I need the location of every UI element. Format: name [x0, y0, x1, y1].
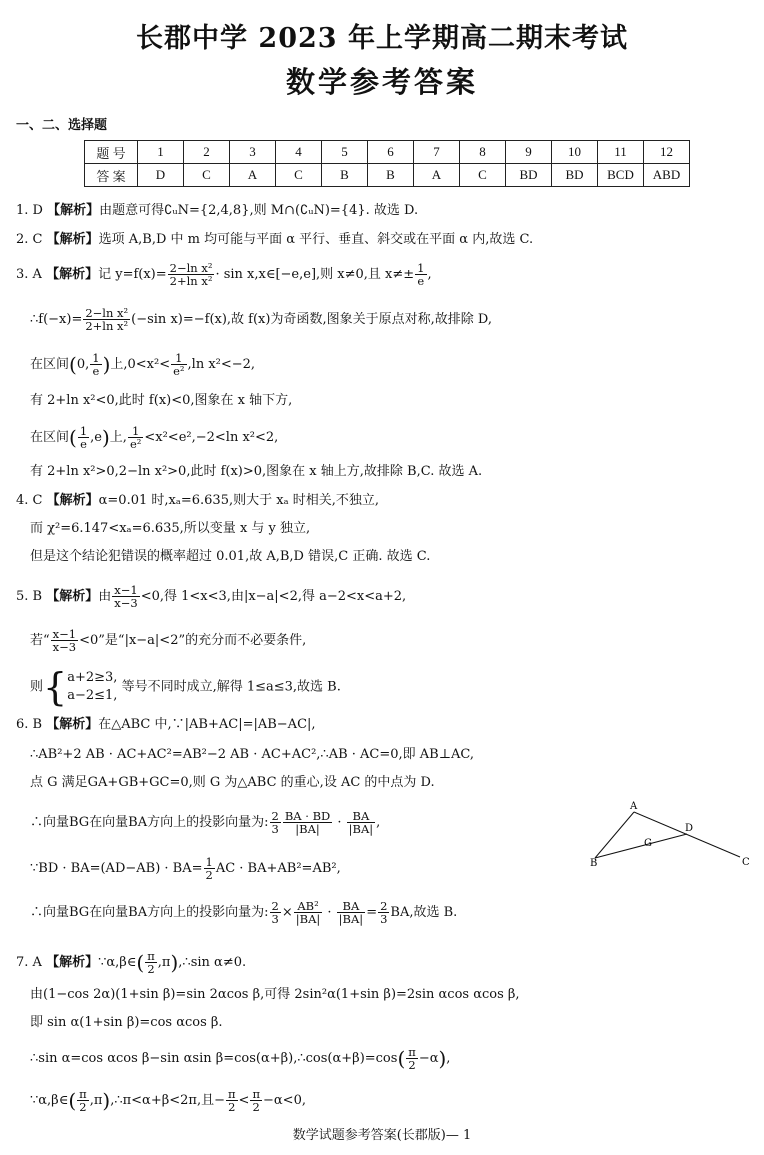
exam-subtitle: 数学参考答案: [285, 65, 478, 99]
numerator: 2−ln x²: [85, 306, 129, 320]
q6-text: =: [366, 905, 378, 920]
numerator: π: [227, 1087, 236, 1101]
table-cell: 1: [138, 141, 184, 164]
q7-line-1: [16, 950, 246, 975]
denominator: 2+ln x²: [85, 319, 129, 333]
condition: a+2≥3,: [67, 670, 118, 685]
q7-number: 7. A: [16, 955, 42, 970]
numerator: 1: [417, 261, 425, 275]
segment-bd: [595, 834, 687, 858]
table-row: [85, 164, 690, 187]
numerator: AB²: [294, 900, 323, 913]
q5-text: <0,得 1<x<3,由|x−a|<2,得 a−2<x<a+2,: [140, 589, 407, 604]
table-cell: D: [138, 164, 184, 187]
fraction: [283, 810, 332, 835]
denominator: 2+ln x²: [169, 274, 213, 288]
numerator: x−1: [114, 583, 138, 597]
q6-text: 在△ABC 中,∵|AB+AC|=|AB−AC|,: [98, 717, 316, 732]
denominator: x−3: [114, 596, 138, 610]
denominator: e: [417, 274, 425, 288]
q6-text: ×: [281, 905, 293, 920]
table-cell: BD: [506, 164, 552, 187]
q6-tag: 【解析】: [46, 717, 99, 732]
q7-text: ,π: [89, 1093, 103, 1108]
q5-line-2: [30, 628, 306, 653]
brace: {: [43, 665, 68, 709]
table-cell: ABD: [644, 164, 690, 187]
numerator: π: [252, 1087, 260, 1101]
q6-line-4: ∴向量BG在向量BA方向上的投影向量为: $\frac{2}{3}$ $\frac{BA \cdot BD}{|BA|}$ · $\frac{BA}{|BA|}$ ,: [30, 809, 381, 836]
q1-number: 1. D: [16, 203, 43, 218]
q6-line-5: [30, 856, 341, 881]
table-row: [85, 141, 690, 164]
fraction: [171, 352, 186, 377]
triangle-figure: [590, 800, 760, 875]
q7-text: ,∴sin α≠0.: [178, 955, 247, 970]
fraction: [90, 352, 101, 377]
numerator: π: [408, 1045, 416, 1059]
denominator: 3: [271, 822, 279, 836]
paren: (: [397, 1046, 406, 1071]
denominator: e²: [173, 364, 185, 378]
table-head-answer: 答 案: [85, 164, 138, 187]
q7-text: ,π: [157, 955, 171, 970]
table-cell: BCD: [598, 164, 644, 187]
q3-text: 在区间: [30, 357, 70, 372]
table-cell: 8: [460, 141, 506, 164]
q7-text: ∵α,β∈: [30, 1093, 69, 1108]
q3-text: ∴f(−x)=: [30, 312, 83, 327]
q6-line-6: ∴向量BG在向量BA方向上的投影向量为: $\frac{2}{3}$ × $\frac{\text{AB²}}{|BA|}$ · $\frac{BA}{|BA|}$ = $\frac{2}{3}$ BA,故选 B.: [30, 899, 458, 926]
numerator: 2: [380, 899, 388, 913]
q3-number: 3. A: [16, 267, 42, 282]
fraction: [168, 262, 215, 287]
fraction: [337, 900, 366, 925]
table-cell: 12: [644, 141, 690, 164]
denominator: 2: [408, 1058, 416, 1072]
q6-text: ∴向量BG在向量BA方向上的投影向量为:: [30, 815, 269, 830]
fraction: [406, 1046, 418, 1071]
denominator: e: [92, 364, 100, 378]
numerator: 1: [205, 855, 213, 869]
denominator: e: [80, 437, 87, 451]
q5-line-1: [16, 584, 406, 609]
table-cell: 7: [414, 141, 460, 164]
fraction: [77, 1088, 89, 1113]
numerator: π: [79, 1087, 87, 1101]
fraction: [145, 950, 157, 975]
point-g-label: G: [644, 838, 652, 849]
table-cell: 2: [184, 141, 230, 164]
fraction: [250, 1088, 262, 1113]
q7-line-4: ∴sin α=cos αcos β−sin αsin β=cos(α+β),∴cos(α+β)=cos( $\frac{\pi}{2}$ −α),: [30, 1045, 451, 1072]
numerator: 1: [171, 352, 186, 365]
q3-text: 上,0<x²<: [110, 357, 171, 372]
q3-line-3: [30, 352, 255, 377]
paren: ): [102, 352, 111, 377]
numerator: BA: [337, 900, 366, 913]
table-cell: 4: [276, 141, 322, 164]
q6-text: ∵BD · BA=(AD−AB) · BA=: [30, 861, 203, 876]
q6-text: AC · BA+AB²=AB²,: [215, 861, 341, 876]
denominator: 2: [79, 1100, 87, 1114]
q6-line-1: [16, 716, 316, 734]
denominator: 3: [271, 912, 279, 926]
point-c-label: C: [742, 857, 750, 868]
section-heading: 一、二、选择题: [16, 118, 108, 133]
paren: ): [438, 1046, 447, 1071]
q3-text: 记 y=f(x)=: [98, 267, 167, 282]
q3-text: ,ln x²<−2,: [187, 357, 256, 372]
table-cell: 3: [230, 141, 276, 164]
q3-text: 0,: [76, 357, 90, 372]
numerator: x−1: [52, 627, 77, 641]
table-cell: B: [322, 164, 368, 187]
table-cell: C: [184, 164, 230, 187]
q3-text: <x²<e²,−2<ln x²<2,: [144, 430, 279, 445]
denominator: 2: [228, 1100, 236, 1114]
table-cell: C: [276, 164, 322, 187]
q4-text: α=0.01 时,xₐ=6.635,则大于 xₐ 时相关,不独立,: [98, 493, 379, 508]
q7-line-3: 即 sin α(1+sin β)=cos αcos β.: [30, 1015, 223, 1030]
paren: (: [69, 352, 77, 377]
paren: (: [69, 425, 77, 450]
fraction: [378, 900, 389, 925]
q5-text: 由: [98, 589, 112, 604]
q3-line-5: [30, 425, 278, 450]
q5-line-3: [30, 665, 341, 709]
fraction: [294, 900, 323, 925]
paren: (: [136, 950, 145, 975]
q6-text: BA,故选 B.: [390, 905, 458, 920]
numerator: 1: [79, 424, 88, 438]
q2-line: [16, 231, 533, 249]
numerator: 1: [128, 425, 143, 438]
q3-line-6: 有 2+ln x²>0,2−ln x²>0,此时 f(x)>0,图象在 x 轴上方,故排除 B,C. 故选 A.: [30, 464, 483, 479]
q4-line-3: 但是这个结论犯错误的概率超过 0.01,故 A,B,D 错误,C 正确. 故选 C.: [30, 549, 431, 564]
q6-line-2: ∴AB²+2 AB · AC+AC²=AB²−2 AB · AC+AC²,∴AB · AC=0,即 AB⊥AC,: [30, 747, 474, 762]
fraction: [270, 900, 281, 925]
q5-text: 若“: [30, 633, 50, 648]
table-cell: 5: [322, 141, 368, 164]
q7-text: ∴sin α=cos αcos β−sin αsin β=cos(α+β),∴cos(α+β)=cos: [30, 1051, 398, 1066]
table-cell: 10: [552, 141, 598, 164]
q1-tag: 【解析】: [47, 203, 100, 218]
q6-text: ∴向量BG在向量BA方向上的投影向量为:: [30, 905, 269, 920]
q3-text: · sin x,x∈[−e,e],则 x≠0,且 x≠±: [215, 267, 415, 282]
table-head-number: 题 号: [85, 141, 138, 164]
exam-title: 长郡中学 2023 年上学期高二期末考试: [136, 23, 628, 54]
q4-line-1: [16, 492, 379, 510]
table-cell: 6: [368, 141, 414, 164]
q7-line-2: 由(1−cos 2α)(1+sin β)=sin 2αcos β,可得 2sin²α(1+sin β)=2sin αcos αcos β,: [30, 987, 520, 1002]
fraction: [415, 262, 426, 287]
numerator: 2: [271, 899, 279, 913]
q6-number: 6. B: [16, 717, 43, 732]
numerator: 2−ln x²: [169, 261, 213, 275]
fraction: [270, 810, 281, 835]
table-cell: C: [460, 164, 506, 187]
q7-text: −α<0,: [263, 1093, 306, 1108]
numerator: π: [147, 949, 155, 963]
q4-number: 4. C: [16, 493, 43, 508]
denominator: 2: [205, 868, 213, 882]
q5-tag: 【解析】: [46, 589, 99, 604]
q3-text: 上,: [109, 430, 127, 445]
q2-number: 2. C: [16, 232, 43, 247]
q5-text: 则: [30, 679, 44, 695]
denominator: |BA|: [338, 912, 364, 926]
q7-text: ∵α,β∈: [98, 955, 137, 970]
q7-text: −α: [418, 1051, 439, 1066]
condition: a−2≤1,: [67, 688, 118, 703]
denominator: |BA|: [295, 912, 321, 926]
condition-stack: [67, 669, 117, 705]
point-d-label: D: [685, 823, 694, 834]
fraction: [112, 584, 139, 609]
table-cell: 9: [506, 141, 552, 164]
denominator: e²: [129, 437, 142, 451]
q2-tag: 【解析】: [46, 232, 99, 247]
q3-line-2: [30, 307, 492, 332]
fraction: [347, 810, 376, 835]
numerator: 2: [271, 809, 279, 823]
table-cell: A: [230, 164, 276, 187]
q3-text: ,: [427, 267, 432, 282]
q7-text: <: [238, 1093, 250, 1108]
table-cell: BD: [552, 164, 598, 187]
q3-line-4: 有 2+ln x²<0,此时 f(x)<0,图象在 x 轴下方,: [30, 393, 293, 408]
denominator: |BA|: [348, 822, 374, 836]
paren: (: [68, 1088, 77, 1113]
fraction: [78, 425, 89, 450]
q7-text: ,∴π<α+β<2π,且−: [110, 1093, 225, 1108]
table-cell: B: [368, 164, 414, 187]
fraction: [83, 307, 130, 332]
q6-line-3: 点 G 满足GA+GB+GC=0,则 G 为△ABC 的重心,设 AC 的中点为 D.: [30, 775, 435, 790]
fraction: [128, 425, 143, 450]
fraction: [51, 628, 78, 653]
q5-text: 等号不同时成立,解得 1≤a≤3,故选 B.: [121, 679, 341, 695]
q3-text: (−sin x)=−f(x),故 f(x)为奇函数,图象关于原点对称,故排除 D,: [131, 312, 492, 327]
numerator: BA · BD: [284, 809, 331, 823]
point-a-label: A: [630, 801, 638, 812]
table-cell: A: [414, 164, 460, 187]
q3-line-1: [16, 262, 432, 287]
denominator: x−3: [52, 640, 77, 654]
q1-text: 由题意可得∁ᵤN={2,4,8},则 M∩(∁ᵤN)={4}. 故选 D.: [99, 203, 419, 218]
q3-text: 在区间: [30, 430, 70, 445]
table-cell: 11: [598, 141, 644, 164]
fraction: [226, 1088, 238, 1113]
q3-tag: 【解析】: [46, 267, 99, 282]
paren: ): [170, 950, 179, 975]
q7-tag: 【解析】: [46, 955, 99, 970]
q5-number: 5. B: [16, 589, 43, 604]
q7-line-5: [30, 1088, 306, 1113]
q3-text: ,e: [90, 430, 102, 445]
q2-text: 选项 A,B,D 中 m 均可能与平面 α 平行、垂直、斜交或在平面 α 内,故选 C.: [98, 232, 534, 247]
q4-tag: 【解析】: [46, 493, 99, 508]
paren: ): [101, 425, 110, 450]
page-footer: 数学试题参考答案(长郡版)— 1: [292, 1128, 472, 1143]
denominator: 3: [380, 912, 388, 926]
denominator: 2: [252, 1100, 260, 1114]
denominator: |BA|: [295, 822, 320, 836]
segment-ab: [595, 812, 634, 858]
fraction: [204, 856, 215, 881]
q4-line-2: 而 χ²=6.147<xₐ=6.635,所以变量 x 与 y 独立,: [30, 521, 311, 536]
paren: ): [102, 1088, 111, 1113]
numerator: 1: [92, 351, 100, 365]
numerator: BA: [347, 810, 376, 823]
q1-line: [16, 202, 418, 220]
point-b-label: B: [590, 858, 598, 869]
answer-table: [84, 140, 690, 187]
q5-text: <0”是“|x−a|<2”的充分而不必要条件,: [79, 633, 307, 648]
denominator: 2: [147, 962, 155, 976]
